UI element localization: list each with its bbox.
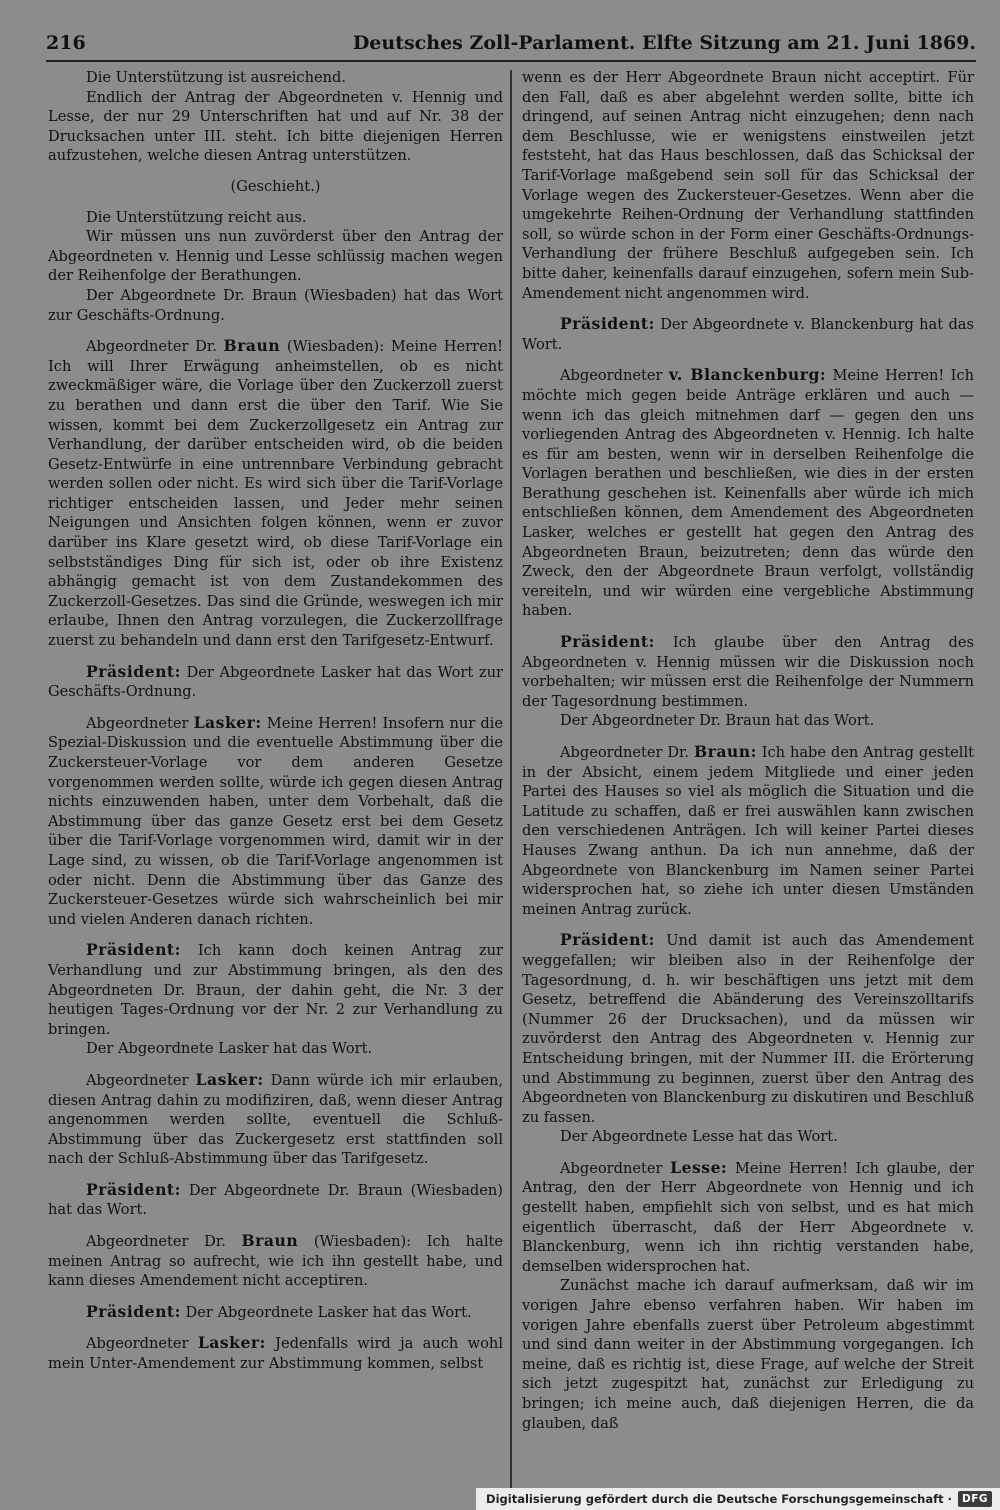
column-divider: [510, 70, 512, 1490]
dfg-logo: DFG: [958, 1491, 992, 1507]
paragraph: [522, 1158, 974, 1277]
paragraph: [48, 336, 503, 651]
paragraph: [522, 68, 974, 303]
paragraph: [48, 177, 503, 197]
speaker-name: Lasker:: [193, 712, 262, 732]
paragraph-text: Abgeordneter Dr.: [86, 338, 224, 356]
paragraph: [48, 1302, 503, 1323]
paragraph-text: Der Abgeordnete v. Blanckenburg hat das Wort.: [522, 316, 974, 353]
paragraph: [48, 286, 503, 325]
paragraph-text: Jedenfalls wird ja auch wohl mein Unter-Amendement zur Abstimmung kommen, selbst: [48, 1335, 503, 1373]
speaker-name: Braun: [241, 1231, 299, 1251]
speaker-name: Präsident:: [560, 632, 655, 652]
paragraph-text: Der Abgeordneter Dr. Braun hat das Wort.: [560, 712, 875, 730]
paragraph-text: Abgeordneter: [86, 714, 194, 732]
paragraph: [48, 68, 503, 88]
speaker-name: Präsident:: [86, 1301, 181, 1321]
paragraph: [48, 1039, 503, 1059]
speaker-name: Lasker:: [195, 1069, 264, 1089]
paragraph: [48, 1070, 503, 1169]
paragraph-text: Meine Herren! Ich glaube, der Antrag, den der Herr Abgeordnete von Hennig und ich gestellt haben, empfiehlt sich von selbst, und es hat mich eigentlich überrascht, daß der Herr Abgeordnete v. Blanckenburg, wenn ich ihn richtig verstanden habe, demselben widersprochen hat.: [522, 1159, 974, 1275]
paragraph-text: Endlich der Antrag der Abgeordneten v. Hennig und Lesse, der nur 29 Unterschriften hat und auf Nr. 38 der Drucksachen unter III. steht. Ich bitte diejenigen Herren aufzustehen, welche diesen Antrag unterstützen.: [48, 88, 503, 165]
paragraph-text: Abgeordneter Dr.: [86, 1233, 242, 1251]
paragraph-text: Abgeordneter: [86, 1335, 198, 1353]
footer-credit: [476, 1488, 1000, 1510]
paragraph-text: (Geschieht.): [230, 177, 321, 195]
paragraph: [48, 1180, 503, 1220]
paragraph-text: Meine Herren! Insofern nur die Spezial-Diskussion und die eventuelle Abstimmung über die Zuckersteuer-Vorlage vor dem anderen Gesetze vorgenommen werden sollte, würde ich gegen diesen Antrag nichts einzuwenden haben, unter dem Vorbehalt, daß die Abstimmung über das ganze Gesetz erst bei dem Gesetz über die Tarif-Vorlage vorgenommen wird, damit wir in der Lage sind, zu wissen, ob die Tarif-Vorlage angenommen ist oder nicht. Denn die Abstimmung über das Ganze des Zuckersteuer-Gesetzes würde sich wahrscheinlich bei mir und vielen Anderen danach richten.: [48, 714, 503, 928]
speaker-name: Lesse:: [670, 1157, 728, 1177]
paragraph: [48, 1333, 503, 1373]
paragraph: [48, 662, 503, 702]
paragraph-text: Die Unterstützung reicht aus.: [86, 208, 307, 226]
speaker-name: Präsident:: [560, 314, 655, 334]
paragraph-text: Zunächst mache ich darauf aufmerksam, daß wir im vorigen Jahre ebenso verfahren haben. Wir haben im vorigen Jahre ebenfalls zuerst über Petroleum abgestimmt und sind dann weiter in der Abstimmung vorgegangen. Ich meine, daß es richtig ist, diese Frage, auf welche der Streit sich jetzt zugespitzt hat, zunächst zur Erledigung zu bringen; ich meine auch, daß diejenigen Herren, die da glauben, daß: [522, 1277, 974, 1432]
paragraph-text: Wir müssen uns nun zuvörderst über den Antrag der Abgeordneten v. Hennig und Lesse schlüssig machen wegen der Reihenfolge der Berathungen.: [48, 228, 503, 285]
page-header: [46, 28, 976, 58]
speaker-name: Präsident:: [86, 940, 181, 960]
paragraph: [522, 365, 974, 621]
paragraph-text: Und damit ist auch das Amendement weggefallen; wir bleiben also in der Reihenfolge der Tagesordnung, d. h. wir beschäftigen uns jetzt mit dem Gesetz, betreffend die Abänderung des Vereinszolltarifs (Nummer 26 der Drucksachen), und da müssen wir zuvörderst den Antrag des Abgeordneten v. Hennig zur Entscheidung bringen, mit der Nummer III. die Erörterung und Abstimmung zu beginnen, zuerst über den Antrag des Abgeordneten von Blanckenburg zu diskutiren und Beschluß zu fassen.: [522, 932, 974, 1126]
paragraph-text: Die Unterstützung ist ausreichend.: [86, 69, 347, 86]
speaker-name: Braun: [223, 336, 281, 356]
paragraph: [522, 1127, 974, 1147]
page-number: 216: [46, 32, 86, 54]
paragraph-text: Der Abgeordnete Dr. Braun (Wiesbaden) hat das Wort zur Geschäfts-Ordnung.: [48, 286, 503, 324]
paragraph-text: Ich habe den Antrag gestellt in der Absicht, einem jedem Mitgliede und einer jeden Partei des Hauses so viel als möglich die Situation und die Latitude zu schaffen, daß er frei auswählen kann zwischen den verschiedenen Anträgen. Ich will keiner Partei dieses Hauses Zwang anthun. Da ich nun annehme, daß der Abgeordnete von Blanckenburg im Namen seiner Partei widersprochen hat, so ziehe ich unter diesen Umständen meinen Antrag zurück.: [522, 744, 975, 918]
header-rule: [46, 60, 976, 62]
paragraph: [522, 314, 974, 354]
speaker-name: Präsident:: [86, 661, 181, 681]
paragraph: [48, 713, 503, 930]
paragraph-text: Ich glaube über den Antrag des Abgeordneten v. Hennig müssen wir die Diskussion noch vorbehalten; wir müssen erst die Reihenfolge der Nummern der Tagesordnung bestimmen.: [522, 634, 974, 710]
left-column: [48, 68, 503, 1374]
speaker-name: v. Blanckenburg:: [668, 365, 827, 385]
speaker-name: Präsident:: [86, 1179, 181, 1199]
paragraph: [522, 742, 974, 919]
paragraph: [522, 1276, 974, 1433]
paragraph-text: Meine Herren! Ich möchte mich gegen beide Anträge erklären und auch — wenn ich das gleich mitnehmen darf — gegen den uns vorliegenden Antrag des Abgeordneten v. Hennig. Ich halte es für am besten, wenn wir in derselben Reihenfolge die Vorlagen berathen und beschließen, wie dies in der ersten Berathung geschehen ist. Keinenfalls aber würde ich mich entschließen können, dem Amendement des Abgeordneten Lasker, welches er gestellt hat gegen den Antrag des Abgeordneten Braun, beizutreten; denn das würde den Zweck, den der Abgeordnete Braun verfolgt, vollständig vereiteln, und wir würden eine vergebliche Abstimmung haben.: [522, 367, 974, 620]
paragraph-text: Ich kann doch keinen Antrag zur Verhandlung und zur Abstimmung bringen, als den des Abgeordneten Dr. Braun, der dahin geht, die Nr. 3 der heutigen Tages-Ordnung vor der Nr. 2 zur Verhandlung zu bringen.: [48, 942, 503, 1038]
paragraph: [48, 208, 503, 228]
paragraph-text: wenn es der Herr Abgeordnete Braun nicht acceptirt. Für den Fall, daß es aber abgelehnt werden sollte, bitte ich dringend, auf seinen Antrag nicht einzugehen; denn nach dem Beschlusse, wie er wenigstens einstweilen jetzt feststeht, hat das Haus beschlossen, daß das Schicksal der Tarif-Vorlage maßgebend sein soll für das Schicksal der Vorlage wegen des Zuckersteuer-Gesetzes. Wenn aber die umgekehrte Reihen-Ordnung der Verhandlung stattfinden soll, so würde schon in der Form einer Geschäfts-Ordnungs-Verhandlung der frühere Beschluß aufgegeben sein. Ich bitte daher, keinenfalls darauf einzugehen, sofern mein Sub-Amendement nicht angenommen wird.: [522, 69, 974, 302]
speaker-name: Präsident:: [560, 930, 655, 950]
paragraph-text: Abgeordneter Dr.: [560, 744, 694, 761]
paragraph-text: Der Abgeordnete Lasker hat das Wort.: [86, 1040, 373, 1058]
paragraph-text: Der Abgeordnete Lesse hat das Wort.: [560, 1128, 838, 1146]
paragraph: [522, 711, 974, 731]
paragraph-text: Der Abgeordnete Dr. Braun (Wiesbaden) hat das Wort.: [48, 1181, 503, 1219]
paragraph-text: Abgeordneter: [86, 1071, 196, 1089]
paragraph: [522, 930, 974, 1127]
paragraph-text: (Wiesbaden): Meine Herren! Ich will Ihrer Erwägung anheimstellen, ob es nicht zweckmäßiger wäre, die Vorlage über den Zuckerzoll zuerst zu berathen und dann erst die über den Tarif. Wie Sie wissen, kommt bei dem Zuckerzollgesetz ein Antrag zur Verhandlung, der darüber entscheiden wird, ob die beiden Gesetz-Entwürfe in eine untrennbare Verbindung gebracht werden sollen oder nicht. Es wird sich über die Tarif-Vorlage richtiger entscheiden lassen, und Jeder mehr seinen Neigungen und Ansichten folgen können, wenn er zuvor darüber ins Klare gesetzt wird, ob diese Tarif-Vorlage ein selbstständiges Ding für sich ist, oder ob ihre Existenz abhängig gemacht ist von dem Zustandekommen des Zuckerzoll-Gesetzes. Das sind die Gründe, weswegen ich mir erlaube, Ihnen den Antrag vorzulegen, die Zuckerzollfrage zuerst zu behandeln und dann erst den Tarifgesetz-Entwurf.: [48, 338, 503, 650]
paragraph: [48, 227, 503, 286]
paragraph-text: Abgeordneter: [560, 367, 669, 385]
paragraph-text: Der Abgeordnete Lasker hat das Wort zur Geschäfts-Ordnung.: [48, 663, 503, 701]
paragraph: [522, 632, 974, 711]
speaker-name: Braun:: [693, 742, 757, 761]
paragraph-text: Dann würde ich mir erlauben, diesen Antrag dahin zu modifiziren, daß, wenn dieser Antrag angenommen werden sollte, eventuell die Schluß-Abstimmung über das Zuckergesetz erst stattfinden soll nach der Schluß-Abstimmung über das Tarifgesetz.: [48, 1071, 503, 1168]
speaker-name: Lasker:: [197, 1333, 266, 1353]
paragraph: [48, 940, 503, 1039]
paragraph: [48, 1231, 503, 1291]
running-title: Deutsches Zoll-Parlament. Elfte Sitzung am 21. Juni 1869.: [352, 32, 976, 54]
right-column: [522, 68, 974, 1433]
paragraph-text: Abgeordneter: [560, 1159, 671, 1177]
paragraph-text: Der Abgeordnete Lasker hat das Wort.: [180, 1303, 472, 1321]
footer-text: Digitalisierung gefördert durch die Deutsche Forschungsgemeinschaft ·: [486, 1492, 952, 1506]
paragraph: [48, 88, 503, 166]
paragraph-text: (Wiesbaden): Ich halte meinen Antrag so aufrecht, wie ich ihn gestellt habe, und kann dieses Amendement nicht acceptiren.: [48, 1233, 503, 1290]
